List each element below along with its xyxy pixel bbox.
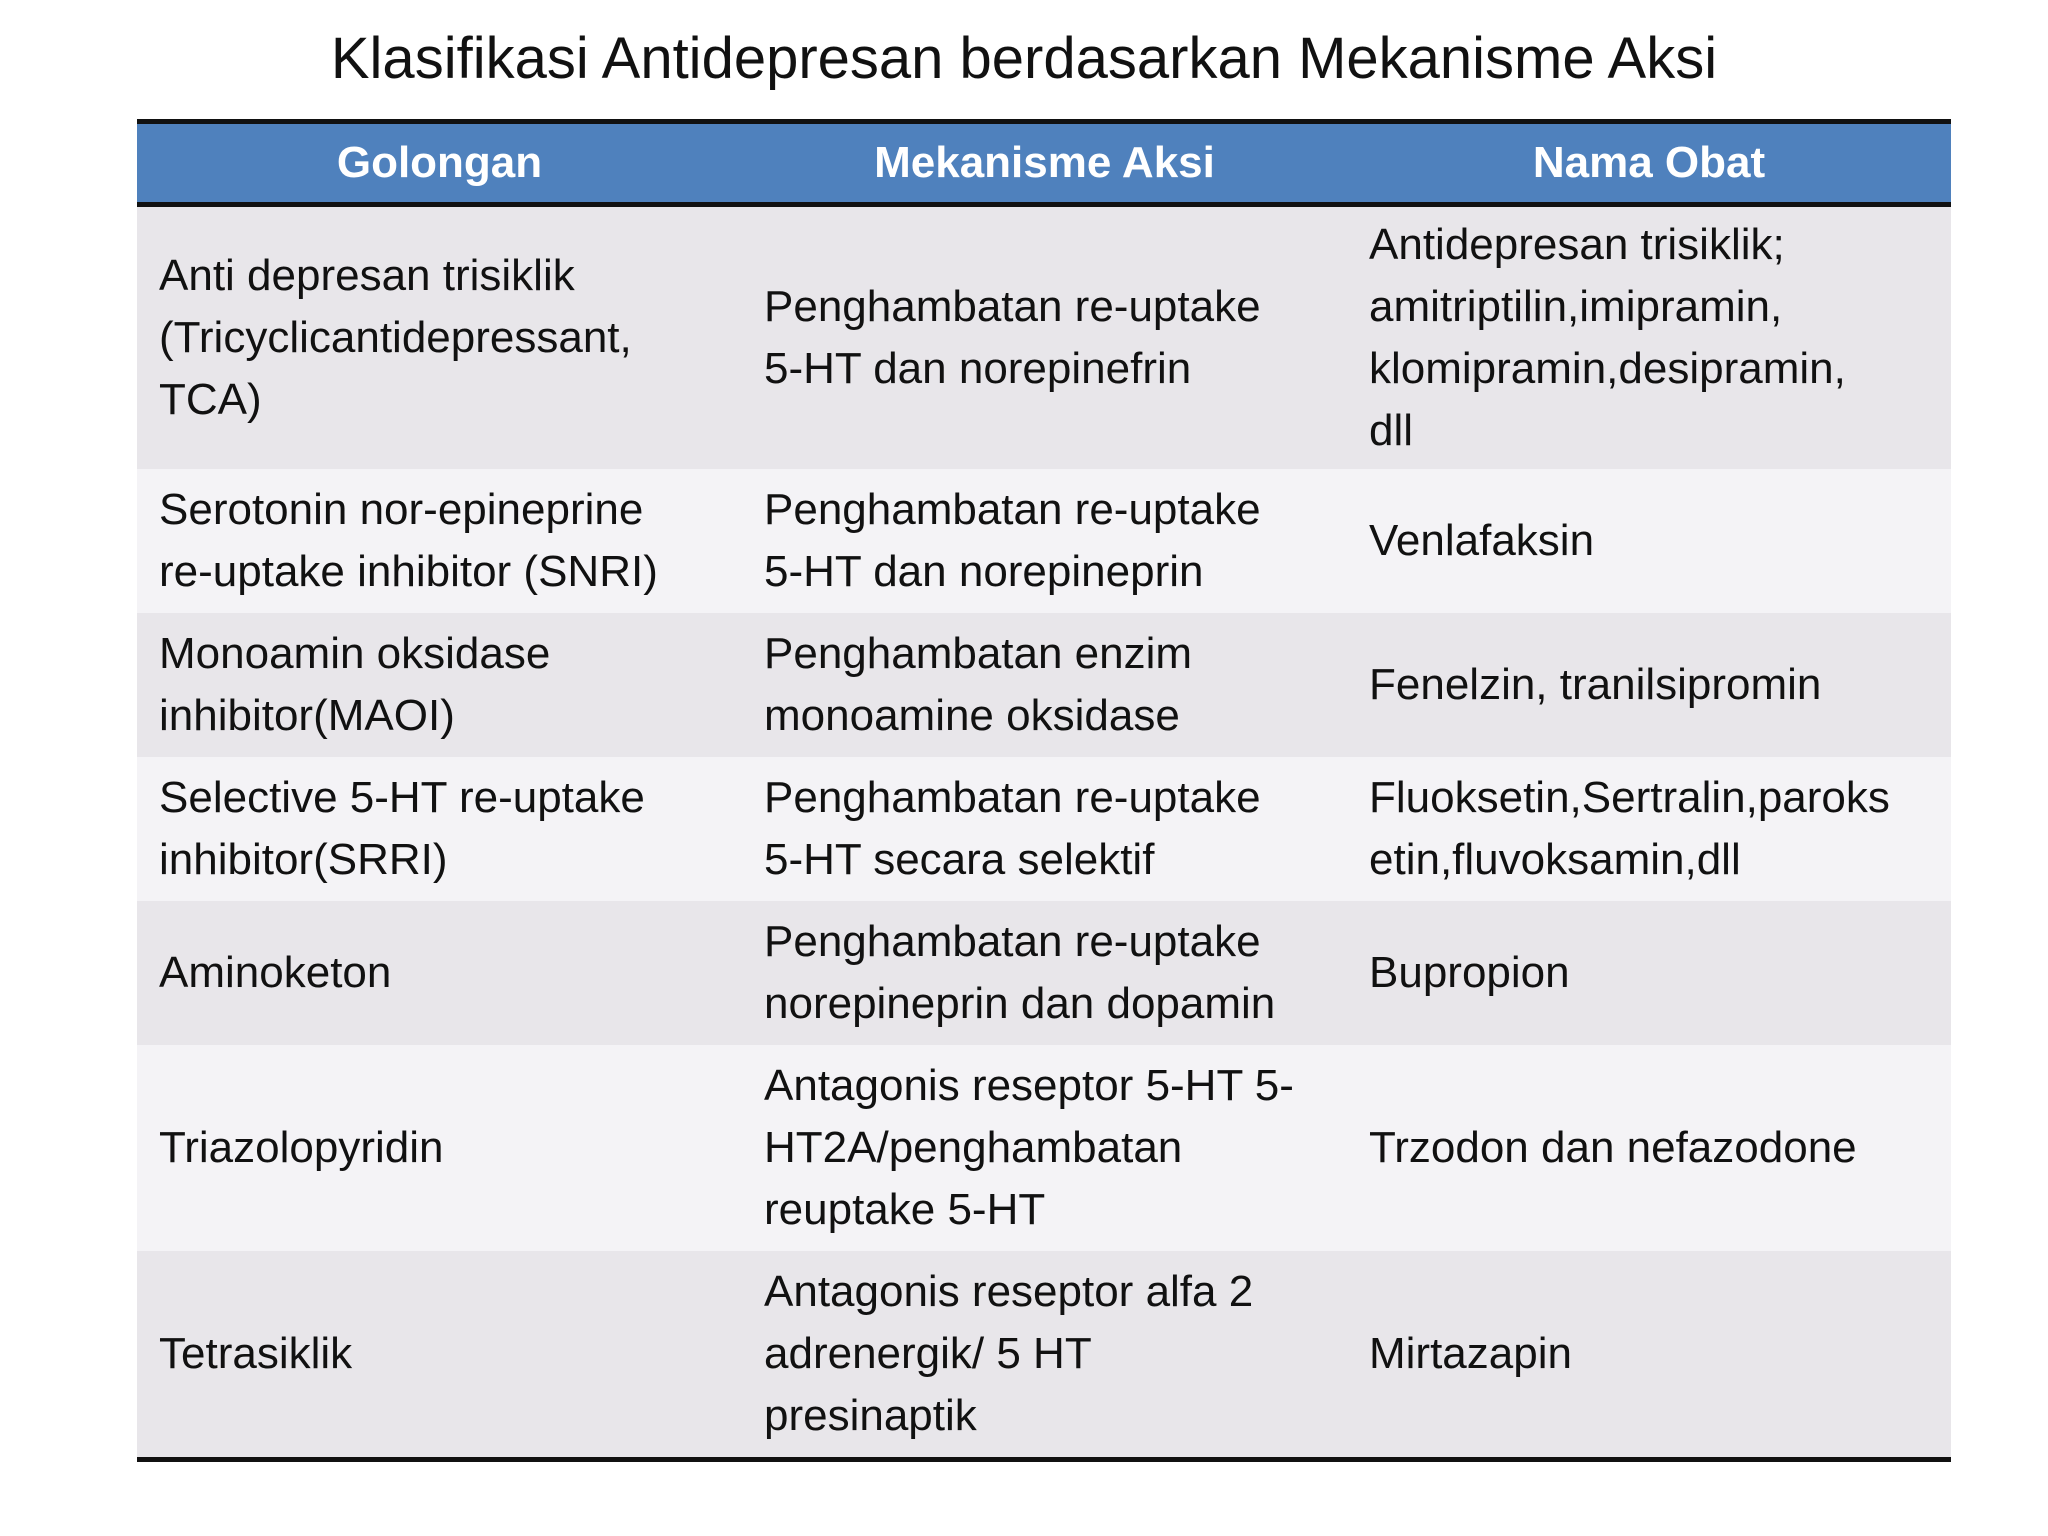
cell-line: Penghambatan re-uptake [764,917,1261,966]
cell-obat [1347,757,1951,901]
cell-line: norepineprin dan dopamin [764,979,1276,1028]
cell-obat [1347,204,1951,469]
cell-line: 5-HT secara selektif [764,835,1155,884]
cell-line: amitriptilin,imipramin, [1369,281,1783,331]
cell-mekanisme [742,469,1347,613]
cell-line: inhibitor(MAOI) [159,691,455,740]
cell-line: Aminoketon [159,948,392,997]
cell-line: Venlafaksin [1369,516,1595,565]
cell-golongan [137,469,742,613]
cell-line: reuptake 5-HT [764,1185,1046,1234]
table-row [137,1045,1951,1251]
table-row [137,1251,1951,1457]
cell-mekanisme [742,613,1347,757]
cell-line: TCA) [159,374,262,424]
cell-obat [1347,901,1951,1045]
cell-line: Tetrasiklik [159,1329,353,1378]
cell-mekanisme [742,901,1347,1045]
cell-line: Selective 5-HT re-uptake [159,773,645,822]
cell-line: 5-HT dan norepineprin [764,547,1204,596]
cell-line: Fluoksetin,Sertralin,paroks [1369,773,1890,822]
cell-line: monoamine oksidase [764,691,1180,740]
cell-obat [1347,1045,1951,1251]
cell-line: etin,fluvoksamin,dll [1369,835,1741,884]
cell-line: Trzodon dan nefazodone [1369,1123,1857,1172]
cell-line: Penghambatan re-uptake [764,281,1261,331]
cell-line: 5-HT dan norepinefrin [764,343,1192,393]
header-mekanisme-aksi: Mekanisme Aksi [742,124,1347,204]
cell-line: Antagonis reseptor alfa 2 [764,1267,1254,1316]
cell-obat [1347,1251,1951,1457]
cell-mekanisme [742,757,1347,901]
table-row [137,469,1951,613]
cell-golongan [137,204,742,469]
cell-line: re-uptake inhibitor (SNRI) [159,547,658,596]
cell-line: Bupropion [1369,948,1570,997]
cell-line: Penghambatan re-uptake [764,773,1261,822]
cell-line: Penghambatan enzim [764,629,1193,678]
cell-golongan [137,757,742,901]
cell-golongan [137,613,742,757]
cell-mekanisme [742,1251,1347,1457]
classification-table [137,119,1951,1462]
cell-golongan [137,1251,742,1457]
slide-title: Klasifikasi Antidepresan berdasarkan Mekanisme Aksi [330,26,1718,91]
cell-line: (Tricyclicantidepressant, [159,312,632,362]
cell-line: Anti depresan trisiklik [159,250,575,300]
cell-mekanisme [742,1045,1347,1251]
cell-line: presinaptik [764,1391,977,1440]
cell-golongan [137,1045,742,1251]
header-nama-obat: Nama Obat [1347,124,1951,204]
cell-mekanisme [742,204,1347,469]
cell-line: klomipramin,desipramin, [1369,343,1846,393]
cell-line: dll [1369,405,1414,455]
cell-line: adrenergik/ 5 HT [764,1329,1092,1378]
cell-line: Antidepresan trisiklik; [1369,219,1785,269]
header-golongan: Golongan [137,124,742,204]
table-row [137,757,1951,901]
cell-line: Antagonis reseptor 5-HT 5- [764,1061,1294,1110]
cell-line: HT2A/penghambatan [764,1123,1183,1172]
cell-line: Fenelzin, tranilsipromin [1369,660,1822,709]
table-header-row [137,124,1951,204]
cell-obat [1347,613,1951,757]
cell-line: Monoamin oksidase [159,629,551,678]
table-row [137,901,1951,1045]
cell-golongan [137,901,742,1045]
cell-line: Penghambatan re-uptake [764,485,1261,534]
cell-line: Serotonin nor-epineprine [159,485,644,534]
cell-line: inhibitor(SRRI) [159,835,448,884]
cell-obat [1347,469,1951,613]
table-row [137,613,1951,757]
cell-line: Mirtazapin [1369,1329,1572,1378]
cell-line: Triazolopyridin [159,1123,444,1172]
table-row [137,204,1951,469]
